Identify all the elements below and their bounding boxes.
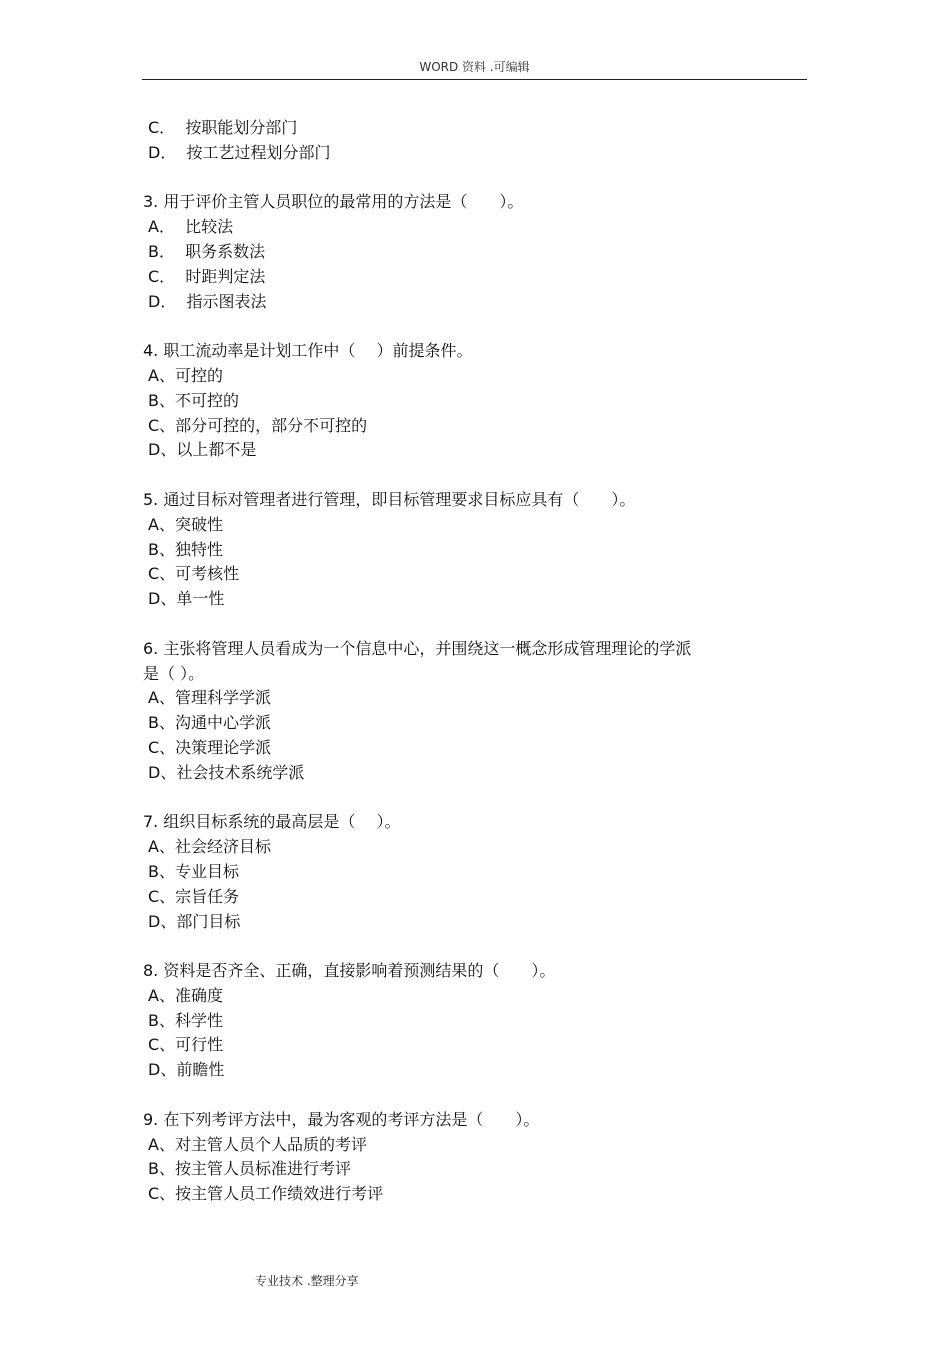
option-d: D． 指示图表法 <box>148 291 267 311</box>
question-block-4 <box>143 339 783 463</box>
option-c: C、按主管人员工作绩效进行考评 <box>148 1184 384 1204</box>
question-block-6 <box>143 637 783 786</box>
option-d: D、单一性 <box>148 589 225 609</box>
option-c: C、宗旨任务 <box>148 886 240 906</box>
option-c: C． 按职能划分部门 <box>148 118 298 137</box>
option-b: B、专业目标 <box>148 861 239 881</box>
option-a: A、准确度 <box>148 985 223 1005</box>
option-d: D、部门目标 <box>148 911 241 931</box>
option-a: A． 比较法 <box>148 217 234 237</box>
question-text: 5. 通过目标对管理者进行管理，即目标管理要求目标应具有（ ）。 <box>143 489 636 509</box>
option-c: C、决策理论学派 <box>148 737 272 757</box>
header-divider <box>142 79 807 80</box>
option-a: A、突破性 <box>148 514 223 534</box>
option-b: B、按主管人员标准进行考评 <box>148 1159 351 1179</box>
question-text: 9. 在下列考评方法中，最为客观的考评方法是（ ）。 <box>143 1109 540 1129</box>
option-c: C、可考核性 <box>148 564 240 584</box>
option-b: B． 职务系数法 <box>148 241 266 261</box>
option-c: C． 时距判定法 <box>148 266 266 286</box>
option-c: C、可行性 <box>148 1035 224 1055</box>
page-footer: 专业技术 .整理分享 <box>255 1274 359 1288</box>
question-text: 8. 资料是否齐全、正确，直接影响着预测结果的（ ）。 <box>143 961 556 981</box>
option-d: D、前瞻性 <box>148 1060 225 1080</box>
option-b: B、独特性 <box>148 539 223 559</box>
option-c: C、部分可控的，部分不可控的 <box>148 415 368 435</box>
question-text: 6. 主张将管理人员看成为一个信息中心，并围绕这一概念形成管理理论的学派 <box>143 638 692 658</box>
option-d: D、社会技术系统学派 <box>148 762 305 782</box>
option-a: A、社会经济目标 <box>148 837 271 857</box>
question-block-3 <box>143 190 783 314</box>
option-b: B、不可控的 <box>148 390 239 410</box>
question-block-2-continued <box>143 116 783 166</box>
question-text: 3. 用于评价主管人员职位的最常用的方法是（ ）。 <box>143 192 524 212</box>
question-block-8 <box>143 959 783 1083</box>
question-text-continued: 是（ ）。 <box>143 663 205 683</box>
question-text: 4. 职工流动率是计划工作中（ ）前提条件。 <box>143 341 473 361</box>
question-list <box>143 116 783 1232</box>
option-d: D、以上都不是 <box>148 440 257 460</box>
page-header: WORD 资料 .可编辑 <box>419 60 530 74</box>
option-a: A、管理科学学派 <box>148 688 271 708</box>
option-b: B、科学性 <box>148 1010 223 1030</box>
question-block-7 <box>143 810 783 934</box>
question-text: 7. 组织目标系统的最高层是（ ）。 <box>143 812 401 832</box>
question-block-5 <box>143 488 783 612</box>
question-block-9 <box>143 1108 783 1207</box>
option-d: D． 按工艺过程划分部门 <box>148 142 331 162</box>
option-a: A、可控的 <box>148 365 223 385</box>
option-b: B、沟通中心学派 <box>148 713 271 733</box>
option-a: A、对主管人员个人品质的考评 <box>148 1134 367 1154</box>
